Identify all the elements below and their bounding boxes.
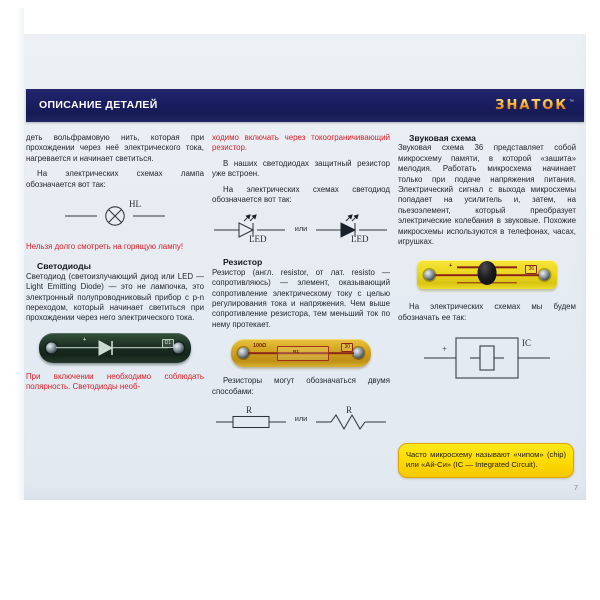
resistor-zigzag-schematic-icon <box>315 406 387 432</box>
znatok-brand-logo <box>495 98 574 113</box>
page-right-margin <box>586 8 594 500</box>
warning-dont-stare-at-lamp: Нельзя долго смотреть на горящую лампу! <box>26 242 184 252</box>
lamp-symbol-label: HL <box>129 199 141 210</box>
ic-symbol-label: IC <box>522 338 531 349</box>
resistor-outline-icon <box>277 346 329 361</box>
led-module-plus-label: + <box>83 336 87 343</box>
ic-schematic-icon <box>422 332 552 380</box>
column-right <box>398 133 576 380</box>
led-module-photo <box>39 333 191 363</box>
resistor-value-label: 100Ω <box>253 343 267 350</box>
sound-module-code-label: 36 <box>525 265 537 274</box>
paragraph-ic-symbol-intro: На электрических схемах мы будем обозначать ее так: <box>398 302 576 322</box>
snap-connector-right-icon <box>353 348 364 359</box>
resistor-symbol-label-2: R <box>346 405 353 416</box>
paragraph-lamp-symbol-intro: На электрических схемах лампа обозначается вот так: <box>26 169 204 189</box>
resistor-symbol-or-label: или <box>294 413 308 423</box>
page-left-margin <box>6 8 24 500</box>
page-top-margin <box>6 8 594 34</box>
paragraph-led-definition: Светодиод (светоизлучающий диод или LED — Light Emitting Diode) — это не лампочка, это электронный полупроводниковый прибор с p-n переходом, который начинает светиться при прохождении через него электрического тока. <box>26 271 204 323</box>
sound-module-plus-label: + <box>449 263 453 270</box>
column-middle <box>212 133 390 432</box>
chip-callout-box: Часто микросхему называют «чипом» (chip) или «Ай-Си» (IC — Integrated Circuit). <box>398 443 574 478</box>
paragraph-lamp-continuation: деть вольфрамовую нить, которая при прохождении через неё электрического тока, нагревается и начинает светиться. <box>26 133 204 163</box>
paragraph-sound-definition: Звуковая схема 36 представляет собой микросхему памяти, в которой «зашита» мелодия. Работать микросхема начинает только при подаче напряжения питания. Электрический сигнал с выхода микросхемы попадает на усилитель и, затем, на пьезоэлемент, который преобразует электрические колебания в звуковые. Похожие микросхемы используются в телефонах, часах, игрушках. <box>398 143 576 247</box>
snap-connector-right-icon <box>539 269 550 280</box>
ic-symbol-figure <box>398 332 576 380</box>
ic-epoxy-blob-icon <box>478 261 497 285</box>
section-header-band <box>26 89 584 122</box>
brand-wordmark: ЗНАТОК <box>495 98 568 113</box>
paragraph-red-continuation: ходимо включать через токоограничивающий резистор. <box>212 133 390 153</box>
sound-module-photo <box>417 260 557 289</box>
lamp-symbol-figure <box>26 199 204 229</box>
heading-leds: Светодиоды <box>37 261 91 272</box>
led-filled-schematic-icon <box>315 214 389 244</box>
warning-observe-polarity: При включении необходимо соблюдать полярность. Светодиоды необ- <box>26 371 204 392</box>
led-symbol-label-1: LED <box>248 234 267 245</box>
led-hollow-schematic-icon <box>213 214 287 244</box>
resistor-box-schematic-icon <box>215 406 287 432</box>
resistor-inner-label: R1 <box>293 349 299 355</box>
paragraph-resistor-definition: Резистор (англ. resistor, от лат. resisto — сопротивляюсь) — элемент, оказывающий сопротивление электрическому току с целью регулирования тока и напряжения. Чем выше сопротивление резистора, тем меньший ток по нему протекает. <box>212 267 390 329</box>
led-symbol-label-2: LED <box>351 234 369 245</box>
paragraph-resistor-symbols-intro: Резисторы могут обозначаться двумя способами: <box>212 376 390 396</box>
snap-connector-right-icon <box>173 342 184 353</box>
page-number: 7 <box>573 483 578 492</box>
resistor-symbol-label-1: R <box>245 405 252 416</box>
led-symbol-or-label: или <box>294 224 308 234</box>
resistor-module-photo <box>231 339 371 367</box>
heading-sound-circuit: Звуковая схема <box>409 133 476 143</box>
heading-resistor: Резистор <box>223 257 263 268</box>
resistor-symbols-figure <box>212 406 390 432</box>
lamp-schematic-icon <box>63 199 167 229</box>
snap-connector-left-icon <box>424 269 435 280</box>
paragraph-led-symbol-intro: На электрических схемах светодиод обозначается вот так: <box>212 184 390 205</box>
trademark-icon: ™ <box>569 99 574 105</box>
led-silkscreen-icon <box>97 339 123 357</box>
column-left <box>26 133 204 393</box>
page-title: ОПИСАНИЕ ДЕТАЛЕЙ <box>39 99 158 111</box>
paragraph-builtin-resistor: В наших светодиодах защитный резистор уже встроен. <box>212 158 390 179</box>
ic-symbol-plus-label: + <box>442 344 448 355</box>
led-symbols-figure <box>212 214 390 244</box>
led-module-code-label: D1 <box>162 339 174 348</box>
resistor-code-label: 30 <box>341 343 353 352</box>
